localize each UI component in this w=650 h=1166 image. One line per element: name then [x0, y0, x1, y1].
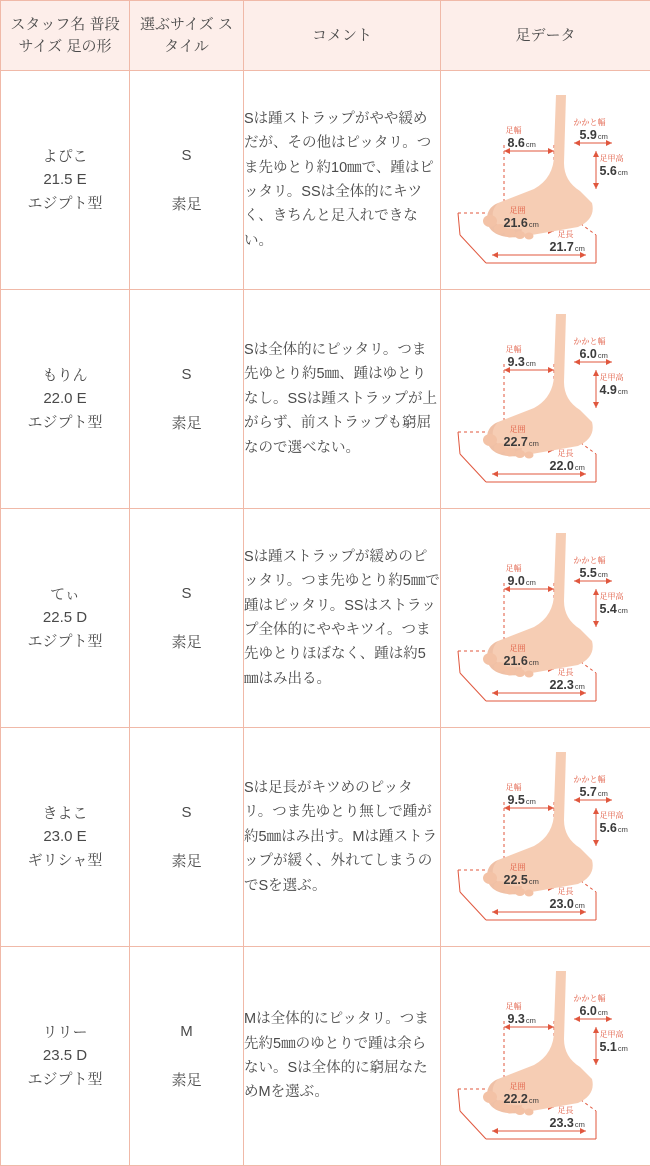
staff-foot-type: エジプト型: [1, 630, 129, 653]
comment-cell: Sは足長がキツめのピッタリ。つま先ゆとり無しで踵が約5㎜はみ出す。Mは踵ストラップが緩く、外れてしまうのでSを選ぶ。: [244, 728, 441, 947]
foot-length-value: 23.3cm: [550, 1117, 585, 1130]
staff-cell: [1, 290, 130, 509]
heel-width-label: かかと幅: [574, 995, 606, 1004]
staff-cell: [1, 947, 130, 1166]
choice-cell: [130, 728, 244, 947]
comment-cell: Sは踵ストラップがやや緩めだが、その他はピッタリ。つま先ゆとり約10㎜で、踵はピッタリ。SSは全体的にキツく、きちんと足入れできない。: [244, 71, 441, 290]
foot-width-label: 足幅: [506, 784, 522, 793]
foot-girth-label: 足囲: [510, 207, 526, 216]
heel-width-label: かかと幅: [574, 776, 606, 785]
footdata-cell: [441, 290, 650, 509]
header-line: 足の形: [66, 38, 111, 55]
heel-width-label: かかと幅: [574, 338, 606, 347]
instep-height-value: 5.6cm: [600, 165, 628, 178]
foot-width-label: 足幅: [506, 1003, 522, 1012]
table-head: [1, 1, 650, 71]
table-row: [1, 947, 650, 1166]
chosen-style: 素足: [130, 631, 243, 654]
instep-height-label: 足甲高: [600, 374, 624, 383]
table-body: [1, 71, 650, 1166]
staff-name: もりん: [1, 364, 129, 387]
staff-cell: [1, 509, 130, 728]
foot-width-value: 9.3cm: [508, 356, 536, 369]
column-header-footdata: [441, 1, 650, 71]
instep-height-value: 5.6cm: [600, 822, 628, 835]
foot-girth-value: 22.2cm: [504, 1093, 539, 1106]
staff-usual-size: 21.5 E: [1, 168, 129, 191]
instep-height-label: 足甲高: [600, 593, 624, 602]
instep-height-label: 足甲高: [600, 1031, 624, 1040]
instep-height-label: 足甲高: [600, 155, 624, 164]
header-line: 足データ: [515, 27, 575, 44]
foot-diagram: [446, 742, 646, 932]
foot-width-value: 9.0cm: [508, 575, 536, 588]
foot-width-label: 足幅: [506, 565, 522, 574]
chosen-style: 素足: [130, 193, 243, 216]
chosen-size: S: [130, 363, 243, 386]
chosen-size: M: [130, 1020, 243, 1043]
foot-diagram: [446, 85, 646, 275]
foot-width-label: 足幅: [506, 127, 522, 136]
foot-length-label: 足長: [558, 888, 574, 897]
foot-girth-value: 21.6cm: [504, 217, 539, 230]
footdata-cell: [441, 947, 650, 1166]
foot-diagram: [446, 961, 646, 1151]
chosen-style: 素足: [130, 850, 243, 873]
staff-name: よぴこ: [1, 145, 129, 168]
column-header-comment: [244, 1, 441, 71]
foot-girth-value: 22.5cm: [504, 874, 539, 887]
staff-usual-size: 23.5 D: [1, 1044, 129, 1067]
foot-length-label: 足長: [558, 1107, 574, 1116]
foot-length-label: 足長: [558, 450, 574, 459]
table-row: [1, 509, 650, 728]
table-row: [1, 290, 650, 509]
instep-height-value: 4.9cm: [600, 384, 628, 397]
header-line: スタッフ名: [10, 16, 85, 33]
foot-length-value: 21.7cm: [550, 241, 585, 254]
footdata-cell: [441, 71, 650, 290]
foot-width-value: 9.3cm: [508, 1013, 536, 1026]
foot-width-value: 8.6cm: [508, 137, 536, 150]
table-header-row: [1, 1, 650, 71]
staff-foot-type: エジプト型: [1, 411, 129, 434]
chosen-size: S: [130, 144, 243, 167]
foot-diagram: [446, 523, 646, 713]
foot-length-label: 足長: [558, 231, 574, 240]
foot-girth-label: 足囲: [510, 1083, 526, 1092]
staff-foot-type: ギリシャ型: [1, 849, 129, 872]
comment-cell: Sは全体的にピッタリ。つま先ゆとり約5㎜、踵はゆとりなし。SSは踵ストラップが上がらず、前ストラップも窮屈なので選べない。: [244, 290, 441, 509]
foot-girth-label: 足囲: [510, 426, 526, 435]
header-line: 選ぶサイズ: [140, 16, 214, 33]
foot-length-value: 22.3cm: [550, 679, 585, 692]
footdata-cell: [441, 509, 650, 728]
header-line: コメント: [312, 27, 372, 44]
foot-diagram: [446, 304, 646, 494]
foot-girth-value: 22.7cm: [504, 436, 539, 449]
staff-name: てぃ: [1, 583, 129, 606]
header-line: 普段サイズ: [19, 16, 120, 55]
foot-length-value: 23.0cm: [550, 898, 585, 911]
staff-usual-size: 22.5 D: [1, 606, 129, 629]
choice-cell: [130, 509, 244, 728]
column-header-staff: [1, 1, 130, 71]
staff-name: リリー: [1, 1021, 129, 1044]
chosen-size: S: [130, 801, 243, 824]
comment-cell: Mは全体的にピッタリ。つま先約5㎜のゆとりで踵は余らない。Sは全体的に窮屈なためMを選ぶ。: [244, 947, 441, 1166]
staff-usual-size: 22.0 E: [1, 387, 129, 410]
heel-width-value: 6.0cm: [580, 348, 608, 361]
foot-girth-label: 足囲: [510, 864, 526, 873]
foot-girth-label: 足囲: [510, 645, 526, 654]
foot-girth-value: 21.6cm: [504, 655, 539, 668]
column-header-size: [130, 1, 244, 71]
instep-height-value: 5.4cm: [600, 603, 628, 616]
staff-foot-type: エジプト型: [1, 1068, 129, 1091]
heel-width-label: かかと幅: [574, 557, 606, 566]
footdata-cell: [441, 728, 650, 947]
heel-width-label: かかと幅: [574, 119, 606, 128]
heel-width-value: 5.9cm: [580, 129, 608, 142]
staff-foot-type: エジプト型: [1, 192, 129, 215]
staff-cell: [1, 728, 130, 947]
foot-length-value: 22.0cm: [550, 460, 585, 473]
foot-width-value: 9.5cm: [508, 794, 536, 807]
foot-length-label: 足長: [558, 669, 574, 678]
staff-cell: [1, 71, 130, 290]
instep-height-label: 足甲高: [600, 812, 624, 821]
heel-width-value: 5.5cm: [580, 567, 608, 580]
staff-name: きよこ: [1, 802, 129, 825]
instep-height-value: 5.1cm: [600, 1041, 628, 1054]
choice-cell: [130, 290, 244, 509]
choice-cell: [130, 947, 244, 1166]
choice-cell: [130, 71, 244, 290]
table-row: [1, 71, 650, 290]
table-row: [1, 728, 650, 947]
heel-width-value: 5.7cm: [580, 786, 608, 799]
chosen-size: S: [130, 582, 243, 605]
chosen-style: 素足: [130, 412, 243, 435]
heel-width-value: 6.0cm: [580, 1005, 608, 1018]
comment-cell: Sは踵ストラップが緩めのピッタリ。つま先ゆとり約5㎜で踵はピッタリ。SSはストラップ全体的にややキツイ。つま先ゆとりほぼなく、踵は約5㎜はみ出る。: [244, 509, 441, 728]
staff-usual-size: 23.0 E: [1, 825, 129, 848]
foot-width-label: 足幅: [506, 346, 522, 355]
header-line: スタイル: [164, 16, 233, 55]
chosen-style: 素足: [130, 1069, 243, 1092]
